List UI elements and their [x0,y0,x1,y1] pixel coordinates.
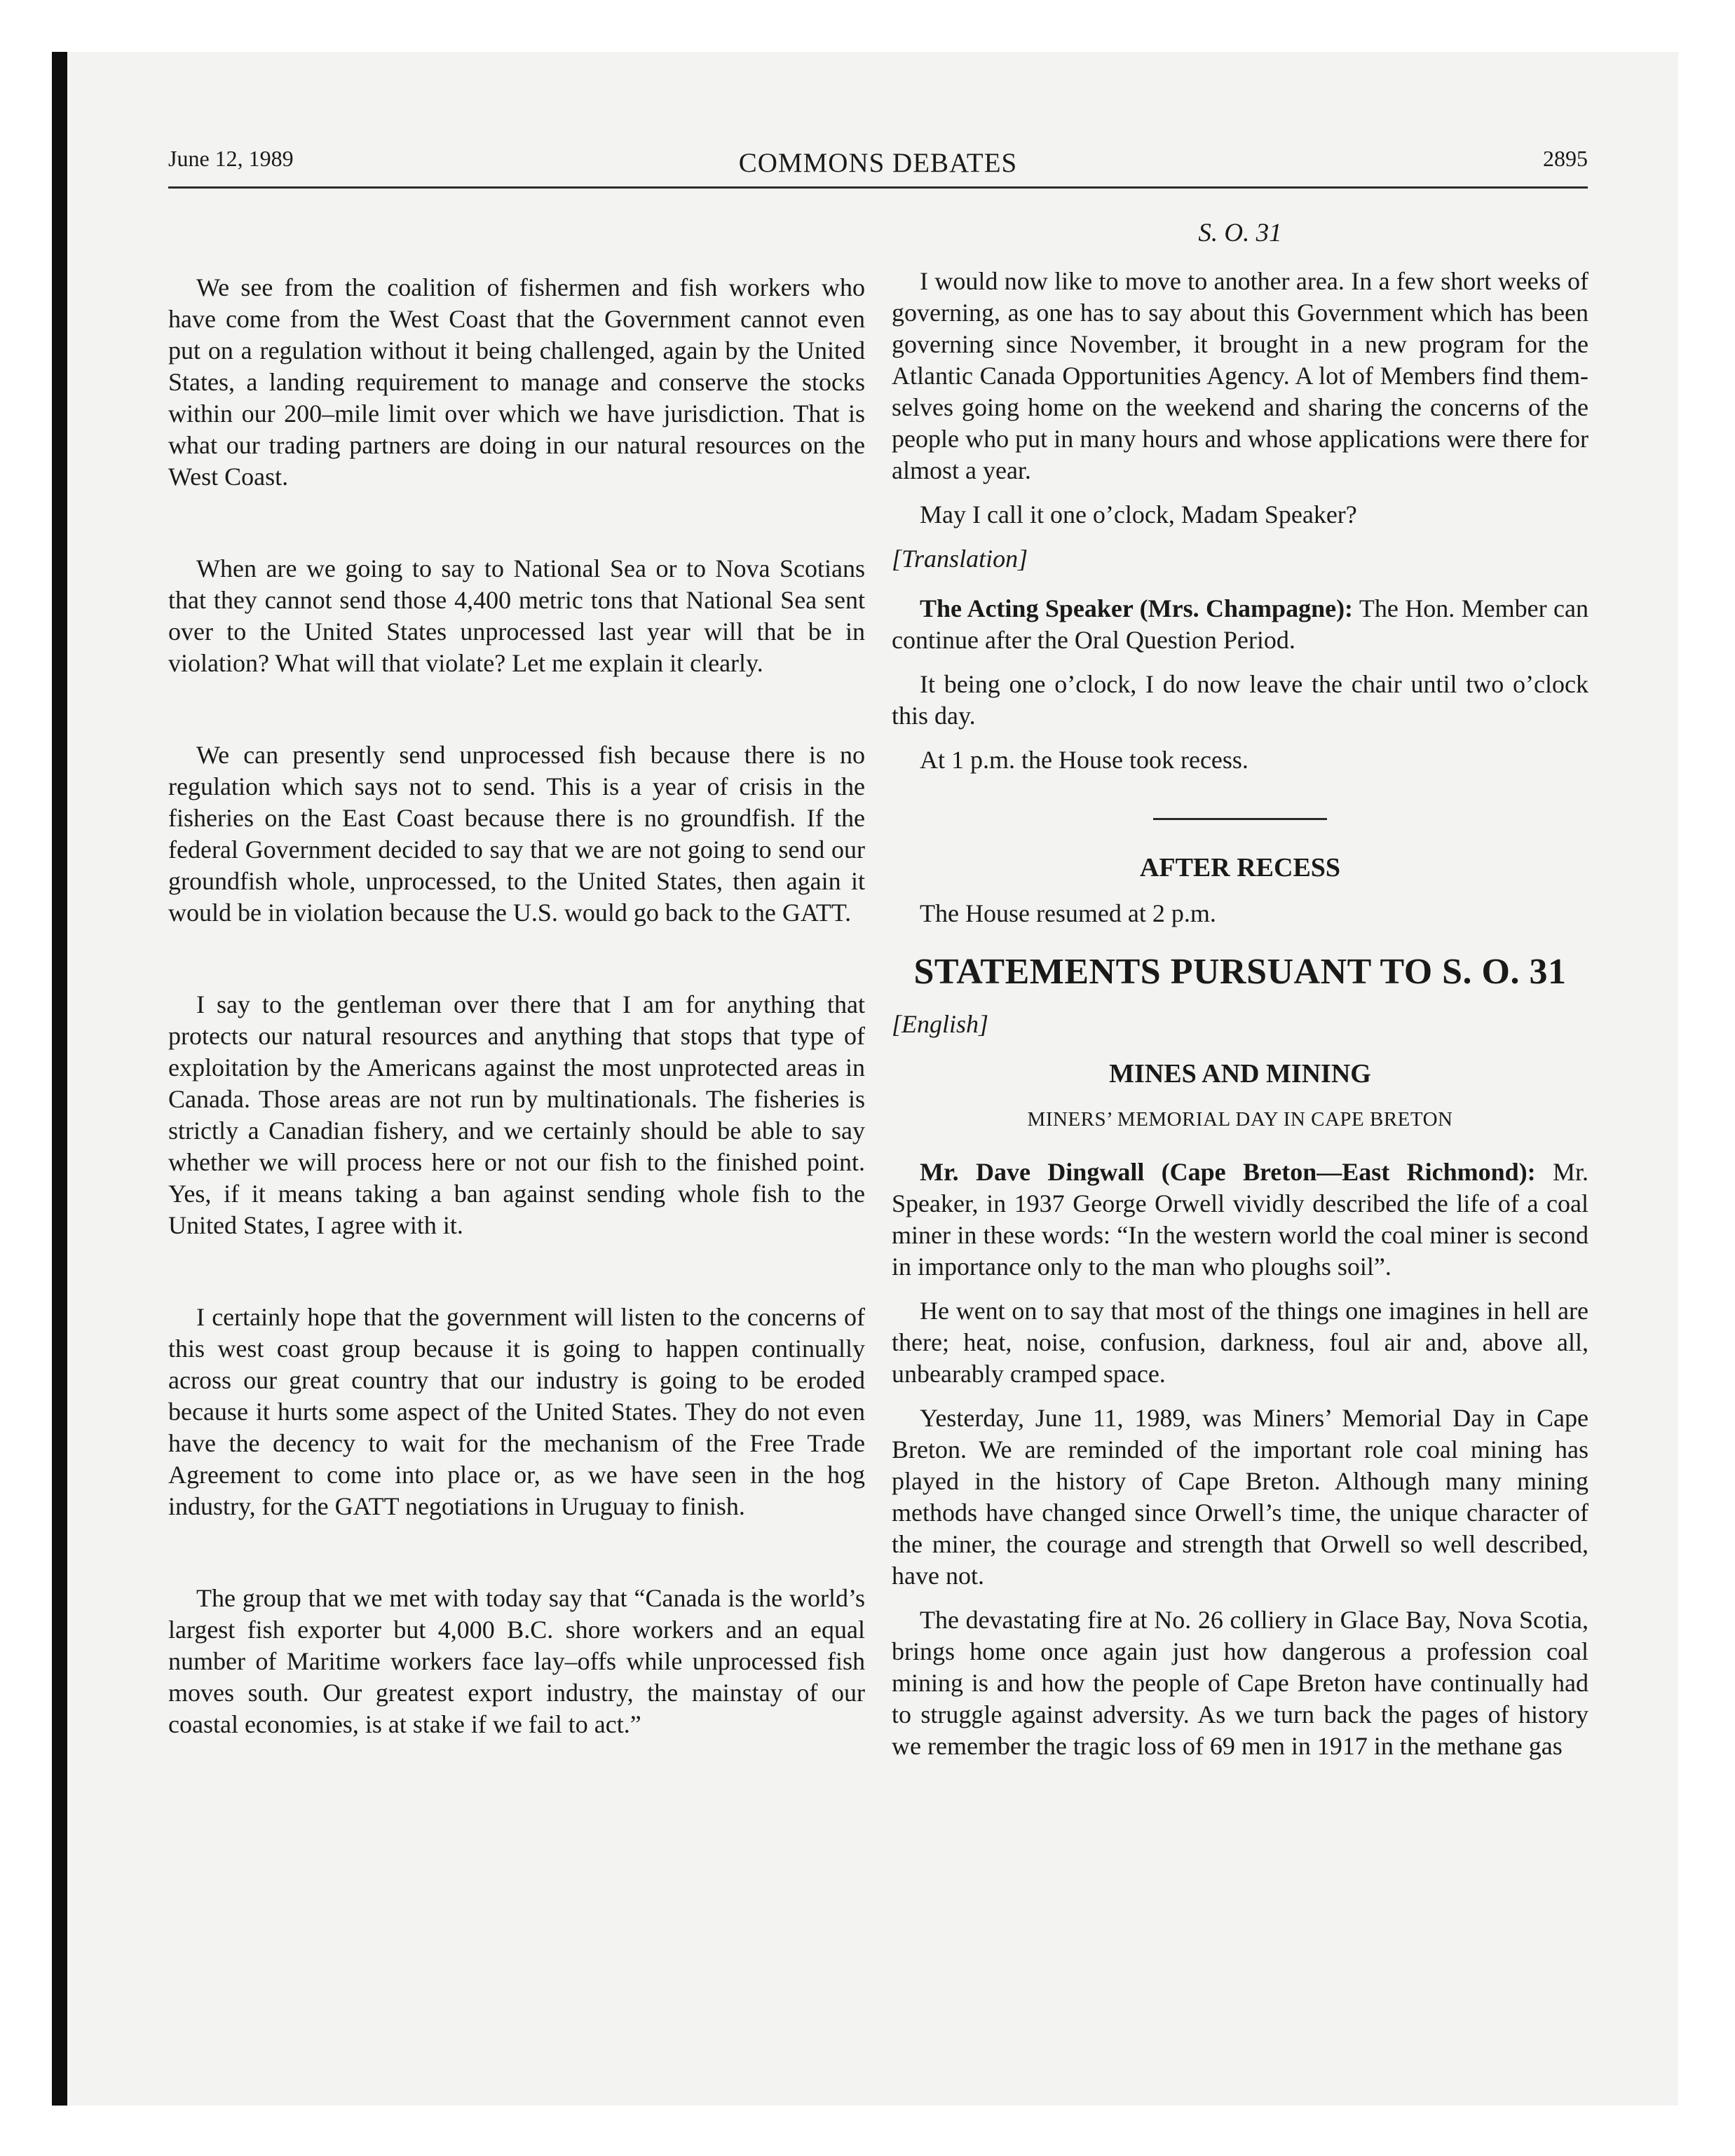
header-date: June 12, 1989 [168,146,294,171]
mines-heading: MINES AND MINING [1109,1059,1371,1089]
speaker-text: Mr. Speaker, in 1937 George Orwell vividly described the life of a coal miner in these words: “In the western world the coal miner is second in importance only to the man who ploughs soil”. [892,1158,1589,1281]
english-tag: [English] [892,1010,989,1038]
scan-binding-edge [52,52,67,2106]
speaker-name: The Acting Speaker (Mrs. Champagne): [920,594,1354,622]
header-title: COMMONS DEBATES [738,148,1018,178]
speaker-text: The Hon. Member can continue after the Oral Question Period. [892,594,1588,654]
paragraph: Yesterday, June 11, 1989, was Miners’ Memorial Day in Cape Breton. We are reminded of the important role coal mining has played in the history of Cape Breton. Although many mining methods have changed since Orwell’s time, the unique character of the miner, the courage and strength that Orwell so well described, have not. [892,1404,1588,1590]
paragraph: When are we going to say to National Sea or to Nova Scotians that they cannot send those 4,400 metric tons that National Sea sent over to the United States unprocessed last year will that be in violation? What will that violate? Let me explain it clearly. [168,554,865,677]
page-header [168,140,1588,189]
header-page-number: 2895 [1543,146,1588,171]
mines-subheading: MINERS’ MEMORIAL DAY IN CAPE BRETON [1027,1108,1453,1131]
paragraph: The House resumed at 2 p.m. [920,899,1216,927]
after-recess-heading: AFTER RECESS [1139,853,1341,882]
paragraph: At 1 p.m. the House took recess. [920,746,1248,774]
left-column [168,210,865,1801]
speaker-paragraph [892,593,1588,656]
statements-heading: STATEMENTS PURSUANT TO S. O. 31 [913,952,1567,992]
translation-tag: [Translation] [892,545,1028,573]
paragraph: He went on to say that most of the things one imagines in hell are there; heat, noise, confusion, darkness, foul air and, above all, unbearably cramped space. [892,1297,1588,1388]
paragraph: It being one o’clock, I do now leave the chair until two o’clock this day. [892,670,1588,730]
section-marker: S. O. 31 [1198,219,1282,247]
paragraph: We see from the coalition of fishermen and fish workers who have come from the West Coast that the Government cannot even put on a regulation without it being challenged, again by the United States, a landing requirement to manage and conserve the stocks within our 200–mile limit over which we have jurisdiction. That is what our trading partners are doing in our natural resources on the West Coast. [168,273,865,491]
paragraph: I say to the gentleman over there that I am for anything that protects our natural resources and anything that stops that type of exploitation by the Americans against the most unprotected areas in Canada. Those areas are not run by multinationals. The fisheries is strictly a Canadian fishery, and we certainly should be able to say whether we will process here or not our fish to the finished point. Yes, if it means taking a ban against sending whole fish to the United States, I agree with it. [168,990,865,1239]
section-divider [1153,818,1327,820]
paragraph: I would now like to move to another area. In a few short weeks of governing, as one has to say about this Government which has been governing since November, it brought in a new program for the Atlantic Canada Opportunities Agency. A lot of Members find themselves going home on the weekend and sharing the concerns of the people who put in many hours and whose applications were there for almost a year. [892,267,1588,484]
speaker-name: Mr. Dave Dingwall (Cape Breton—East Richmond): [920,1158,1536,1186]
paragraph: The devastating fire at No. 26 colliery in Glace Bay, Nova Scotia, brings home once again just how dangerous a profession coal mining is and how the people of Cape Breton have continually had to struggle against adversity. As we turn back the pages of history we remember the tragic loss of 69 men in 1917 in the methane gas [892,1606,1588,1760]
speaker-paragraph [892,1157,1588,1283]
paragraph: We can presently send unprocessed fish because there is no regulation which says not to send. This is a year of crisis in the fisheries on the East Coast because there is no groundfish. If the federal Government decided to say that we are not going to send our groundfish whole, unprocessed, to the United States, then again it would be in violation because the U.S. would go back to the GATT. [168,741,865,927]
paragraph: May I call it one o’clock, Madam Speaker? [920,500,1357,528]
paragraph: I certainly hope that the government will listen to the concerns of this west coast group because it is going to happen continually across our great country that our industry is going to be eroded because it hurts some aspect of the United States. They do not even have the decency to wait for the mechanism of the Free Trade Agreement to come into place or, as we have seen in the hog industry, for the GATT negotiations in Uruguay to finish. [168,1303,865,1520]
paragraph: The group that we met with today say that “Canada is the world’s largest fish exporter but 4,000 B.C. shore workers and an equal number of Maritime workers face lay–offs while unprocessed fish moves south. Our greatest export industry, the mainstay of our coastal economies, is at stake if we fail to act.” [168,1584,865,1738]
right-column [892,210,1588,1775]
